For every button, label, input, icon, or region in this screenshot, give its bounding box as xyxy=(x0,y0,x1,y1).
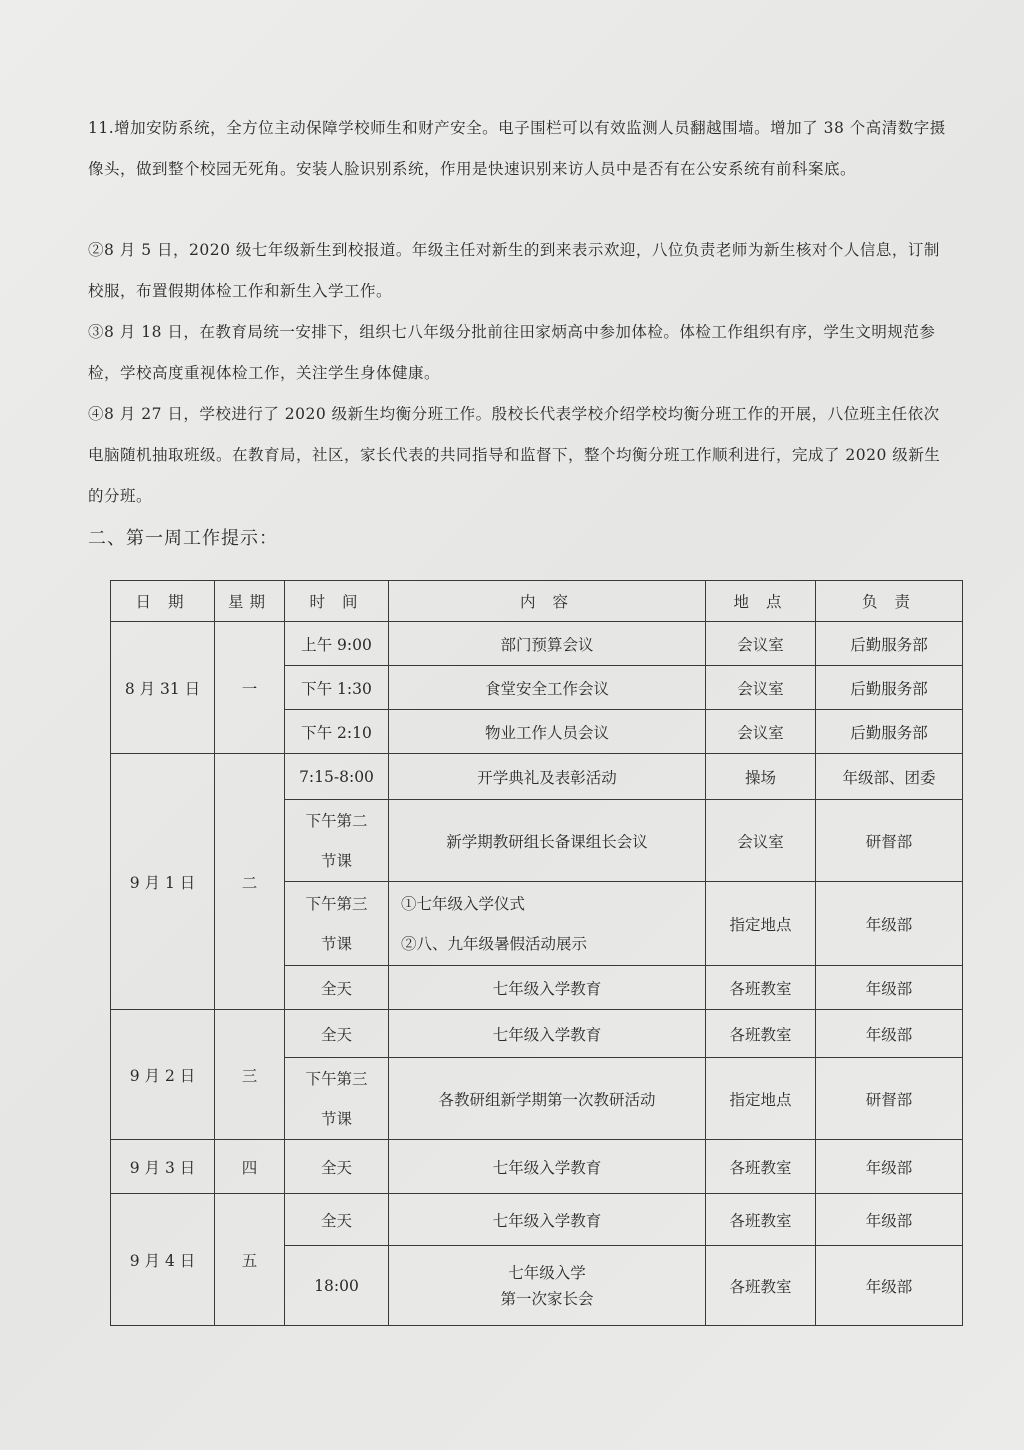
schedule-table xyxy=(110,580,963,1326)
header-time: 时 间 xyxy=(285,581,389,622)
weekday-cell: 二 xyxy=(215,754,285,1010)
table-row xyxy=(111,1010,963,1058)
content-cell: 物业工作人员会议 xyxy=(389,710,706,754)
section-title: 二、第一周工作提示： xyxy=(88,528,278,549)
time-line-1: 下午第三 xyxy=(305,1069,368,1088)
owner-cell: 年级部、团委 xyxy=(816,754,963,800)
content-cell: 食堂安全工作会议 xyxy=(389,666,706,710)
paragraph-aug18: ③8 月 18 日，在教育局统一安排下，组织七八年级分批前往田家炳高中参加体检。体检工作组织有序，学生文明规范参检，学校高度重视体检工作，关注学生身体健康。 xyxy=(88,322,936,382)
date-cell: 8 月 31 日 xyxy=(111,622,215,754)
header-date: 日 期 xyxy=(111,581,215,622)
content-line-2: ②八、九年级暑假活动展示 xyxy=(401,934,588,953)
content-cell: 七年级入学教育 xyxy=(389,1140,706,1194)
content-cell xyxy=(389,1246,706,1326)
time-cell xyxy=(285,800,389,882)
weekday-cell: 五 xyxy=(215,1194,285,1326)
time-cell: 全天 xyxy=(285,1194,389,1246)
owner-cell: 年级部 xyxy=(816,1246,963,1326)
paragraph-aug5: ②8 月 5 日，2020 级七年级新生到校报道。年级主任对新生的到来表示欢迎，八位负责老师为新生核对个人信息，订制校服，布置假期体检工作和新生入学工作。 xyxy=(88,240,940,300)
time-cell xyxy=(285,882,389,966)
owner-cell: 后勤服务部 xyxy=(816,622,963,666)
place-cell: 指定地点 xyxy=(706,882,816,966)
table-row xyxy=(111,1140,963,1194)
place-cell: 操场 xyxy=(706,754,816,800)
time-line-2: 节课 xyxy=(320,934,352,953)
place-cell: 会议室 xyxy=(706,666,816,710)
content-cell xyxy=(389,882,706,966)
time-cell: 下午 1:30 xyxy=(285,666,389,710)
time-line-2: 节课 xyxy=(320,851,352,870)
place-cell: 会议室 xyxy=(706,622,816,666)
paragraph-aug27: ④8 月 27 日，学校进行了 2020 级新生均衡分班工作。殷校长代表学校介绍学校均衡分班工作的开展，八位班主任依次电脑随机抽取班级。在教育局，社区，家长代表的共同指导和监督下，整个均衡分班工作顺利进行，完成了 2020 级新生的分班。 xyxy=(88,404,941,505)
paragraph-security: 11.增加安防系统，全方位主动保障学校师生和财产安全。电子围栏可以有效监测人员翻越围墙。增加了 38 个高清数字摄像头，做到整个校园无死角。安装人脸识别系统，作用是快速识别来访人员中是否有在公安系统有前科案底。 xyxy=(88,118,946,178)
content-cell: 开学典礼及表彰活动 xyxy=(389,754,706,800)
time-line-1: 下午第三 xyxy=(305,894,368,913)
header-weekday: 星期 xyxy=(215,581,285,622)
owner-cell: 研督部 xyxy=(816,800,963,882)
time-cell: 下午 2:10 xyxy=(285,710,389,754)
owner-cell: 后勤服务部 xyxy=(816,666,963,710)
weekday-cell: 一 xyxy=(215,622,285,754)
header-owner: 负 责 xyxy=(816,581,963,622)
time-cell: 18:00 xyxy=(285,1246,389,1326)
time-cell: 全天 xyxy=(285,966,389,1010)
owner-cell: 年级部 xyxy=(816,966,963,1010)
place-cell: 各班教室 xyxy=(706,1010,816,1058)
time-cell: 全天 xyxy=(285,1140,389,1194)
date-cell: 9 月 2 日 xyxy=(111,1010,215,1140)
time-line-1: 下午第二 xyxy=(305,811,368,830)
content-cell: 七年级入学教育 xyxy=(389,1194,706,1246)
place-cell: 各班教室 xyxy=(706,1194,816,1246)
content-line-1: 七年级入学 xyxy=(508,1263,586,1282)
place-cell: 会议室 xyxy=(706,710,816,754)
content-line-1: ①七年级入学仪式 xyxy=(401,894,526,913)
table-row xyxy=(111,754,963,800)
table-row xyxy=(111,1194,963,1246)
header-place: 地 点 xyxy=(706,581,816,622)
content-line-2: 第一次家长会 xyxy=(500,1289,594,1308)
weekday-cell: 三 xyxy=(215,1010,285,1140)
date-cell: 9 月 4 日 xyxy=(111,1194,215,1326)
content-cell: 各教研组新学期第一次教研活动 xyxy=(389,1058,706,1140)
date-cell: 9 月 3 日 xyxy=(111,1140,215,1194)
owner-cell: 研督部 xyxy=(816,1058,963,1140)
time-line-2: 节课 xyxy=(320,1109,352,1128)
place-cell: 会议室 xyxy=(706,800,816,882)
content-cell: 七年级入学教育 xyxy=(389,966,706,1010)
place-cell: 各班教室 xyxy=(706,966,816,1010)
table-row xyxy=(111,622,963,666)
owner-cell: 年级部 xyxy=(816,1194,963,1246)
owner-cell: 年级部 xyxy=(816,882,963,966)
content-cell: 部门预算会议 xyxy=(389,622,706,666)
table-header-row xyxy=(111,581,963,622)
content-cell: 新学期教研组长备课组长会议 xyxy=(389,800,706,882)
date-cell: 9 月 1 日 xyxy=(111,754,215,1010)
place-cell: 各班教室 xyxy=(706,1246,816,1326)
weekday-cell: 四 xyxy=(215,1140,285,1194)
place-cell: 各班教室 xyxy=(706,1140,816,1194)
owner-cell: 年级部 xyxy=(816,1140,963,1194)
header-content: 内 容 xyxy=(389,581,706,622)
time-cell: 全天 xyxy=(285,1010,389,1058)
place-cell: 指定地点 xyxy=(706,1058,816,1140)
owner-cell: 年级部 xyxy=(816,1010,963,1058)
time-cell: 上午 9:00 xyxy=(285,622,389,666)
owner-cell: 后勤服务部 xyxy=(816,710,963,754)
content-cell: 七年级入学教育 xyxy=(389,1010,706,1058)
time-cell: 7:15-8:00 xyxy=(285,754,389,800)
time-cell xyxy=(285,1058,389,1140)
